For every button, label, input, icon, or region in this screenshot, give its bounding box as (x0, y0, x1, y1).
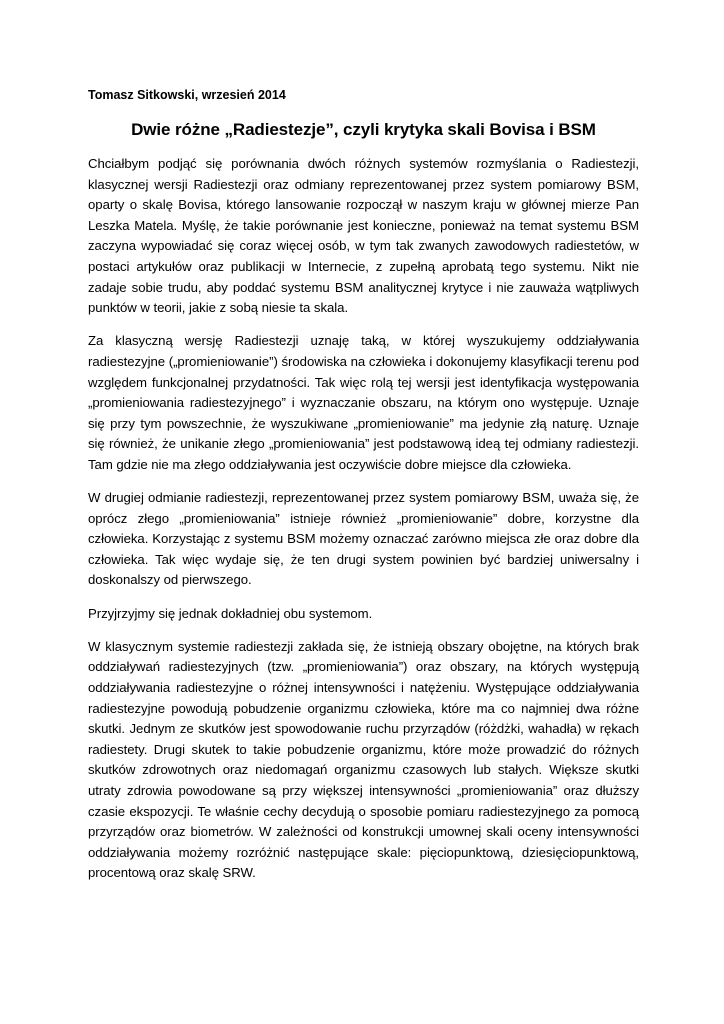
document-page (88, 86, 639, 897)
paragraph-2: Za klasyczną wersję Radiestezji uznaję taką, w której wyszukujemy oddziaływania radiestezyjne („promieniowanie”) środowiska na człowieka i dokonujemy klasyfikacji terenu pod względem funkcjonalnej przydatności. Tak więc rolą tej wersji jest identyfikacja występowania „promieniowania radiestezyjnego” i wyznaczanie obszaru, na którym ono występuje. Uznaje się przy tym powszechnie, że wyszukiwane „promieniowanie” ma jedynie złą naturę. Uznaje się również, że unikanie złego „promieniowania” jest podstawową ideą tej odmiany radiestezji. Tam gdzie nie ma złego oddziaływania jest oczywiście dobre miejsce dla człowieka. (88, 333, 639, 472)
paragraph-4: Przyjrzyjmy się jednak dokładniej obu systemom. (88, 605, 373, 621)
paragraph-5: W klasycznym systemie radiestezji zakłada się, że istnieją obszary obojętne, na których brak oddziaływań radiestezyjnych (tzw. „promieniowania”) oraz obszary, na których występują oddziaływania radiestezyjne o różnej intensywności i natężeniu. Występujące oddziaływania radiestezyjne powodują pobudzenie organizmu człowieka, które ma co najmniej dwa różne skutki. Jednym ze skutków jest spowodowanie ruchu przyrządów (różdżki, wahadła) w rękach radiestety. Drugi skutek to takie pobudzenie organizmu, które może prowadzić do różnych skutków zdrowotnych oraz niedomagań organizmu czasowych lub stałych. Większe skutki utraty zdrowia powodowane są przy większej intensywności „promieniowania” oraz dłuższy czasie ekspozycji. Te właśnie cechy decydują o sposobie pomiaru radiestezyjnego za pomocą przyrządów oraz biometrów. W zależności od konstrukcji umownej skali oceny intensywności oddziaływania możemy rozróżnić następujące skale: pięciopunktową, dziesięciopunktową, procentową oraz skalę SRW. (88, 638, 639, 881)
paragraph-1: Chciałbym podjąć się porównania dwóch różnych systemów rozmyślania o Radiestezji, klasycznej wersji Radiestezji oraz odmiany reprezentowanej przez system pomiarowy BSM, oparty o skalę Bovisa, którego lansowanie rozpoczął w naszym kraju w głównej mierze Pan Leszka Matela. Myślę, że takie porównanie jest konieczne, ponieważ na temat systemu BSM zaczyna wypowiadać się coraz więcej osób, w tym tak zwanych zawodowych radiestetów, w postaci artykułów oraz publikacji w Internecie, z zupełną aprobatą tego systemu. Nikt nie zadaje sobie trudu, aby poddać systemu BSM analitycznej krytyce i nie zauważa wątpliwych punktów w teorii, jakie z sobą niesie ta skala. (88, 156, 639, 316)
author-line: Tomasz Sitkowski, wrzesień 2014 (88, 88, 286, 102)
paragraph-3: W drugiej odmianie radiestezji, reprezentowanej przez system pomiarowy BSM, uważa się, że oprócz złego „promieniowania” istnieje również „promieniowanie” dobre, korzystne dla człowieka. Korzystając z systemu BSM możemy oznaczać zarówno miejsca złe oraz dobre dla człowieka. Tak więc wydaje się, że ten drugi system powinien być bardziej uniwersalny i doskonalszy od pierwszego. (88, 490, 639, 588)
document-title: Dwie różne „Radiestezje”, czyli krytyka skali Bovisa i BSM (131, 120, 596, 139)
